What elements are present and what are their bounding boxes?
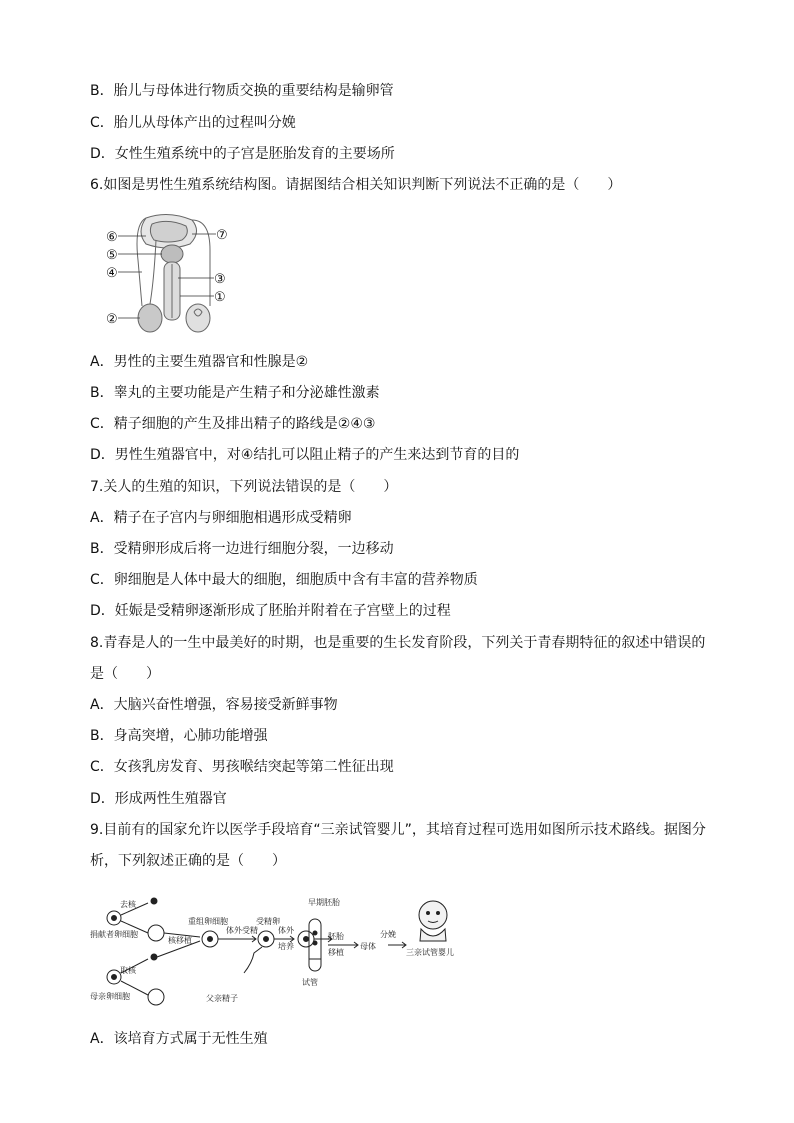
q9-option-a: A．该培育方式属于无性生殖 xyxy=(90,1031,268,1047)
label-recombined-egg: 重组卵细胞 xyxy=(188,917,228,926)
label-zygote: 受精卵 xyxy=(256,917,280,926)
q7-option-a: A．精子在子宫内与卵细胞相遇形成受精卵 xyxy=(90,510,352,526)
label-4: ④ xyxy=(106,266,118,281)
label-5: ⑤ xyxy=(106,248,118,263)
q5-option-b: B．胎儿与母体进行物质交换的重要结构是输卵管 xyxy=(90,83,394,99)
q8-option-b: B．身高突增，心肺功能增强 xyxy=(90,728,268,744)
q5-option-d: D．女性生殖系统中的子宫是胚胎发育的主要场所 xyxy=(90,146,395,162)
q9-stem-line1: 9.目前有的国家允许以医学手段培育“三亲试管婴儿”，其培育过程可选用如图所示技术路线。据图分 xyxy=(90,822,706,838)
label-tube: 试管 xyxy=(302,978,318,987)
q8-option-d: D．形成两性生殖器官 xyxy=(90,791,227,807)
label-donor-egg: 捐献者卵细胞 xyxy=(90,930,138,939)
q6-option-d: D．男性生殖器官中，对④结扎可以阻止精子的产生来达到节育的目的 xyxy=(90,447,520,463)
label-6: ⑥ xyxy=(106,230,118,245)
male-reproductive-diagram xyxy=(106,210,236,336)
q7-option-c: C．卵细胞是人体中最大的细胞，细胞质中含有丰富的营养物质 xyxy=(90,572,478,588)
three-parent-ivf-diagram xyxy=(88,893,468,1008)
label-2: ② xyxy=(106,312,118,327)
q9-stem-line2: 析，下列叙述正确的是（ ） xyxy=(90,853,286,869)
label-remove-nucleus: 去核 xyxy=(120,900,136,909)
label-baby: 三亲试管婴儿 xyxy=(406,948,454,957)
q7-option-b: B．受精卵形成后将一边进行细胞分裂，一边移动 xyxy=(90,541,394,557)
q8-stem-line1: 8.青春是人的一生中最美好的时期，也是重要的生长发育阶段，下列关于青春期特征的叙述中错误的 xyxy=(90,635,706,651)
q8-option-c: C．女孩乳房发育、男孩喉结突起等第二性征出现 xyxy=(90,759,394,775)
q7-option-d: D．妊娠是受精卵逐渐形成了胚胎并附着在子宫壁上的过程 xyxy=(90,603,451,619)
label-3: ③ xyxy=(214,272,226,287)
label-culture-2: 培养 xyxy=(278,942,294,951)
q8-stem-line2: 是（ ） xyxy=(90,666,160,682)
label-mother-egg: 母亲卵细胞 xyxy=(90,992,130,1001)
q8-option-a: A．大脑兴奋性增强，容易接受新鲜事物 xyxy=(90,697,338,713)
label-take-nucleus: 取核 xyxy=(120,966,136,975)
q5-option-c: C．胎儿从母体产出的过程叫分娩 xyxy=(90,115,296,131)
label-early-embryo: 早期胚胎 xyxy=(308,898,340,907)
label-7: ⑦ xyxy=(216,228,228,243)
label-embryo: 胚胎 xyxy=(328,932,344,941)
label-nuclear-transfer: 核移植 xyxy=(168,936,192,945)
q6-option-a: A．男性的主要生殖器官和性腺是② xyxy=(90,354,309,370)
label-mother: 母体 xyxy=(360,942,376,951)
label-culture-1: 体外 xyxy=(278,926,294,935)
q6-stem: 6.如图是男性生殖系统结构图。请据图结合相关知识判断下列说法不正确的是（ ） xyxy=(90,177,622,193)
q7-stem: 7.关人的生殖的知识，下列说法错误的是（ ） xyxy=(90,479,398,495)
label-ivf: 体外受精 xyxy=(226,926,258,935)
label-1: ① xyxy=(214,290,226,305)
q6-option-b: B．睾丸的主要功能是产生精子和分泌雄性激素 xyxy=(90,385,380,401)
label-birth: 分娩 xyxy=(380,930,396,939)
q6-option-c: C．精子细胞的产生及排出精子的路线是②④③ xyxy=(90,416,376,432)
label-transfer: 移植 xyxy=(328,948,344,957)
label-father-sperm: 父亲精子 xyxy=(206,994,238,1003)
